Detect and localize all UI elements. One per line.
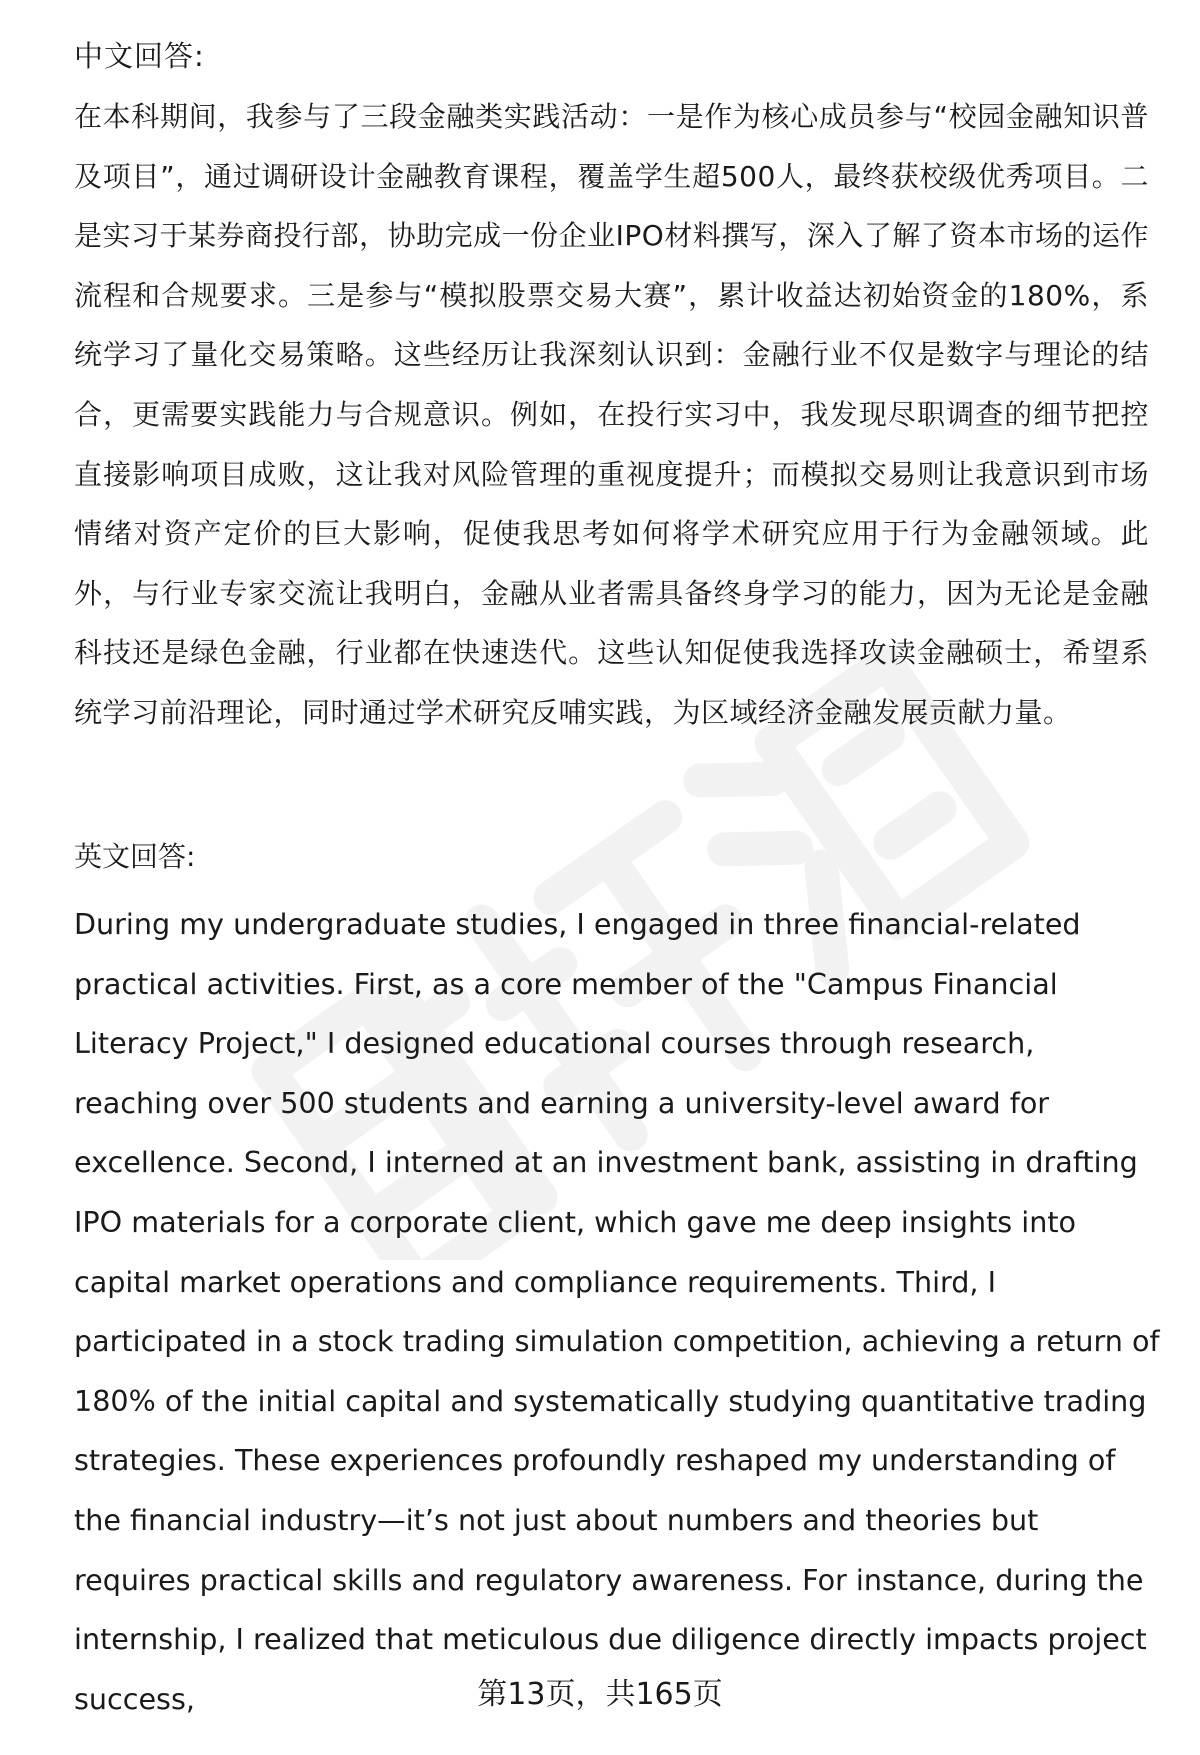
page-number-footer: 第13页，共165页: [477, 1677, 723, 1712]
english-answer-paragraph: During my undergraduate studies, I engaged in three financial-related practical activities. First, as a core member of the "Campus Financial Literacy Project," I designed educational courses through research, reaching over 500 students and earning a university-level award for excellence. Second, I interned at an investment bank, assisting in drafting IPO materials for a corporate client, which gave me deep insights into capital market operations and compliance requirements. Third, I participated in a stock trading simulation competition, achieving a return of 180% of the initial capital and systematically studying quantitative trading strategies. These experiences profoundly reshaped my understanding of the financial industry—it’s not just about numbers and theories but requires practical skills and regulatory awareness. For instance, during the internship, I realized that meticulous due diligence directly impacts project success,: [74, 907, 1160, 1716]
section-heading-chinese: 中文回答:: [74, 39, 205, 73]
section-heading-english: 英文回答:: [74, 840, 196, 873]
chinese-answer-paragraph: 在本科期间，我参与了三段金融类实践活动：一是作为核心成员参与“校园金融知识普及项目”，通过调研设计金融教育课程，覆盖学生超500人，最终获校级优秀项目。二是实习于某券商投行部，协助完成一份企业IPO材料撰写，深入了解了资本市场的运作流程和合规要求。三是参与“模拟股票交易大赛”，累计收益达初始资金的180%，系统学习了量化交易策略。这些经历让我深刻认识到：金融行业不仅是数字与理论的结合，更需要实践能力与合规意识。例如，在投行实习中，我发现尽职调查的细节把控直接影响项目成败，这让我对风险管理的重视度提升；而模拟交易则让我意识到市场情绪对资产定价的巨大影响，促使我思考如何将学术研究应用于行为金融领域。此外，与行业专家交流让我明白，金融从业者需具备终身学习的能力，因为无论是金融科技还是绿色金融，行业都在快速迭代。这些认知促使我选择攻读金融硕士，希望系统学习前沿理论，同时通过学术研究反哺实践，为区域经济金融发展贡献力量。: [74, 100, 1149, 729]
